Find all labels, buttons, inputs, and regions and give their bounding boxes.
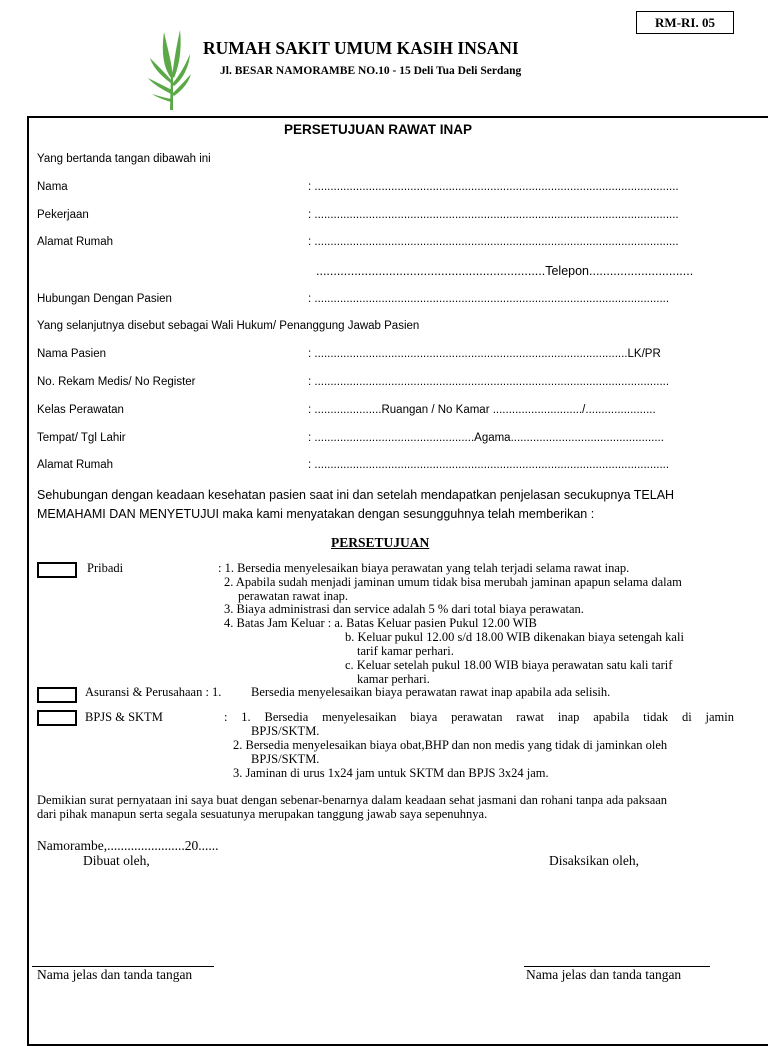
closing-line-1: Demikian surat pernyataan ini saya buat dengan sebenar-benarnya dalam keadaan sehat jasmani dan rohani tanpa ada paksaan <box>37 793 668 807</box>
pribadi-item-4b-cont: tarif kamar perhari. <box>357 644 454 658</box>
patient-name-field[interactable]: : ..................................................................................................LK/PR <box>308 348 661 360</box>
bpjs-item-2-cont: BPJS/SKTM. <box>251 752 320 766</box>
birth-place-date-label: Tempat/ Tgl Lahir <box>37 432 126 444</box>
pribadi-item-1: : 1. Bersedia menyelesaikan biaya perawatan yang telah terjadi selama rawat inap. <box>218 561 630 575</box>
bpjs-checkbox[interactable] <box>37 710 77 726</box>
asuransi-label: Asuransi & Perusahaan : 1. <box>85 685 222 699</box>
witnessed-by-label: Disaksikan oleh, <box>549 853 639 868</box>
pribadi-label: Pribadi <box>87 561 124 575</box>
guardian-occupation-field[interactable]: : .................................................................................................................. <box>308 209 679 221</box>
pribadi-item-4: 4. Batas Jam Keluar : a. Batas Keluar pasien Pukul 12.00 WIB <box>224 616 537 630</box>
guardian-phone-field[interactable]: ..................................................................Telepon.............................. <box>316 264 694 278</box>
left-signature-caption: Nama jelas dan tanda tangan <box>37 967 193 982</box>
asuransi-checkbox[interactable] <box>37 687 77 703</box>
medical-record-field[interactable]: : ............................................................................................................... <box>308 376 670 388</box>
hospital-address: Jl. BESAR NAMORAMBE NO.10 - 15 Deli Tua Deli Serdang <box>220 65 522 77</box>
form-title: PERSETUJUAN RAWAT INAP <box>284 122 473 137</box>
relationship-label: Hubungan Dengan Pasien <box>37 293 172 305</box>
pribadi-item-4c: c. Keluar setelah pukul 18.00 WIB biaya perawatan satu kali tarif <box>345 658 673 672</box>
guardian-name-label: Nama <box>37 181 68 193</box>
intro-text: Yang bertanda tangan dibawah ini <box>37 153 211 165</box>
care-class-field[interactable]: : .....................Ruangan / No Kamar ............................/...................... <box>308 404 656 416</box>
patient-address-field[interactable]: : ............................................................................................................... <box>308 459 670 471</box>
guardian-role-text: Yang selanjutnya disebut sebagai Wali Hukum/ Penanggung Jawab Pasien <box>37 320 420 332</box>
asuransi-item-1: Bersedia menyelesaikan biaya perawatan rawat inap apabila ada selisih. <box>251 685 611 699</box>
pribadi-item-3: 3. Biaya administrasi dan service adalah 5 % dari total biaya perawatan. <box>224 602 584 616</box>
guardian-name-field[interactable]: : .................................................................................................................. <box>308 181 679 193</box>
form-code-box: RM-RI. 05 <box>636 11 734 34</box>
guardian-occupation-label: Pekerjaan <box>37 209 89 221</box>
hospital-name: RUMAH SAKIT UMUM KASIH INSANI <box>203 38 519 58</box>
bpjs-item-1: : 1. Bersedia menyelesaikan biaya perawatan rawat inap apabila tidak di jamin <box>224 710 734 724</box>
pribadi-item-2-cont: perawatan rawat inap. <box>238 589 349 603</box>
guardian-address-field[interactable]: : .................................................................................................................. <box>308 236 679 248</box>
relationship-field[interactable]: : ............................................................................................................... <box>308 293 670 305</box>
bpjs-item-2: 2. Bersedia menyelesaikan biaya obat,BHP dan non medis yang tidak di jaminkan oleh <box>233 738 668 752</box>
pribadi-item-2: 2. Apabila sudah menjadi jaminan umum tidak bisa merubah jaminan apapun selama dalam <box>224 575 682 589</box>
hospital-logo <box>146 28 192 110</box>
patient-name-label: Nama Pasien <box>37 348 107 360</box>
medical-record-label: No. Rekam Medis/ No Register <box>37 376 196 388</box>
closing-line-2: dari pihak manapun serta segala sesuatunya merupakan tanggung jawab saya sepenuhnya. <box>37 807 488 821</box>
birth-place-date-field[interactable]: : ..................................................Agama................................................ <box>308 432 664 444</box>
made-by-label: Dibuat oleh, <box>83 853 150 868</box>
place-date-line[interactable]: Namorambe,.......................20...... <box>37 838 219 853</box>
pribadi-item-4c-cont: kamar perhari. <box>357 672 430 686</box>
care-class-label: Kelas Perawatan <box>37 404 124 416</box>
pribadi-item-4b: b. Keluar pukul 12.00 s/d 18.00 WIB dikenakan biaya setengah kali <box>345 630 684 644</box>
statement-line-2: MEMAHAMI DAN MENYETUJUI maka kami menyatakan dengan sesungguhnya telah memberikan : <box>37 507 595 521</box>
right-signature-caption: Nama jelas dan tanda tangan <box>526 967 682 982</box>
patient-address-label: Alamat Rumah <box>37 459 114 471</box>
bpjs-item-3: 3. Jaminan di urus 1x24 jam untuk SKTM dan BPJS 3x24 jam. <box>233 766 549 780</box>
agreement-heading: PERSETUJUAN <box>331 535 430 550</box>
guardian-address-label: Alamat Rumah <box>37 236 114 248</box>
bpjs-label: BPJS & SKTM <box>85 710 163 724</box>
statement-line-1: Sehubungan dengan keadaan kesehatan pasien saat ini dan setelah mendapatkan penjelasan secukupnya TELAH <box>37 488 675 502</box>
pribadi-checkbox[interactable] <box>37 562 77 578</box>
bpjs-item-1-cont: BPJS/SKTM. <box>251 724 320 738</box>
